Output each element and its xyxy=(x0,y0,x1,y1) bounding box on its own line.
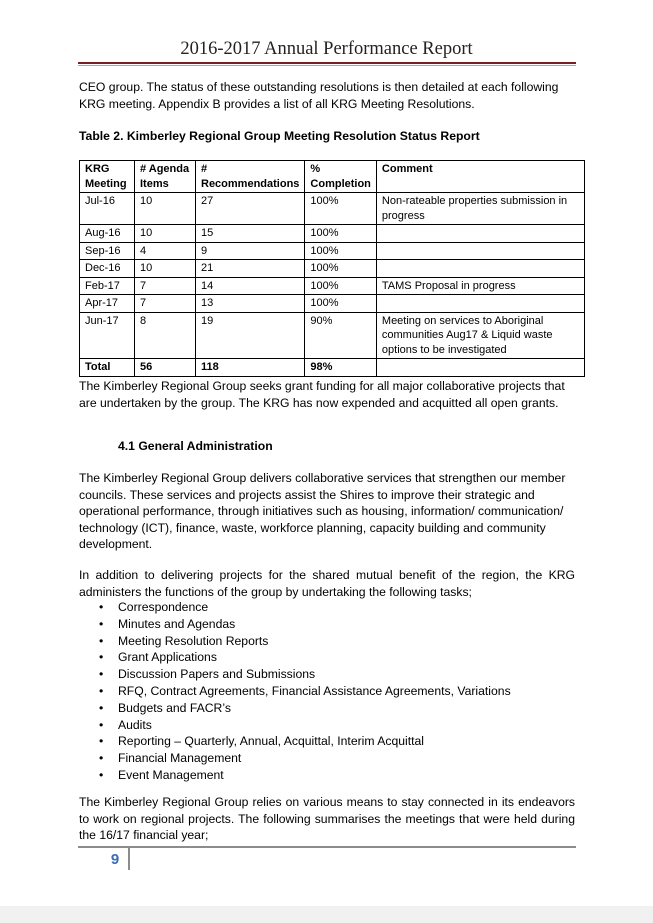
cell-agenda: 4 xyxy=(135,242,196,260)
cell-comment: Non-rateable properties submission in progress xyxy=(376,193,584,225)
cell-recommendations: 14 xyxy=(196,277,305,295)
header-rule xyxy=(78,62,576,64)
cell-agenda: 7 xyxy=(135,277,196,295)
list-item: • RFQ, Contract Agreements, Financial Assistance Agreements, Variations xyxy=(79,683,575,700)
list-item: • Budgets and FACR’s xyxy=(79,700,575,717)
page-bottom-strip xyxy=(0,906,653,923)
cell-agenda: 10 xyxy=(135,193,196,225)
section-heading: 4.1 General Administration xyxy=(118,439,273,453)
cell-comment: Meeting on services to Aboriginal communities Aug17 & Liquid waste options to be investigated xyxy=(376,312,584,359)
header-rule-secondary xyxy=(78,65,576,66)
total-label: Total xyxy=(80,359,135,377)
cell-meeting: Sep-16 xyxy=(80,242,135,260)
cell-meeting: Aug-16 xyxy=(80,225,135,243)
total-comment xyxy=(376,359,584,377)
section-paragraph-1: The Kimberley Regional Group delivers collaborative services that strengthen our member councils. These services and projects assist the Shires to improve their strategic and operational performance, through initiatives such as housing, information/ communication/ technology (ICT), finance, waste, workforce planning, capacity building and community development. xyxy=(79,471,566,551)
cell-agenda: 8 xyxy=(135,312,196,359)
total-completion: 98% xyxy=(305,359,377,377)
table-row xyxy=(80,193,585,225)
list-item: • Discussion Papers and Submissions xyxy=(79,666,575,683)
resolution-status-table xyxy=(79,160,585,377)
table-row xyxy=(80,225,585,243)
table-caption: Table 2. Kimberley Regional Group Meeting Resolution Status Report xyxy=(79,129,480,143)
cell-meeting: Dec-16 xyxy=(80,260,135,278)
cell-comment xyxy=(376,295,584,313)
footer-rule xyxy=(78,846,576,848)
list-item: • Grant Applications xyxy=(79,649,575,666)
list-item: • Meeting Resolution Reports xyxy=(79,633,575,650)
list-item: • Audits xyxy=(79,717,575,734)
closing-paragraph: The Kimberley Regional Group relies on various means to stay connected in its endeavors to work on regional projects. The following summarises the meetings that were held during the 16/17 financial year; xyxy=(79,795,575,842)
cell-meeting: Jul-16 xyxy=(80,193,135,225)
table-header-row xyxy=(80,161,585,193)
cell-recommendations: 21 xyxy=(196,260,305,278)
table-row xyxy=(80,295,585,313)
tasks-list xyxy=(79,599,575,784)
table-row xyxy=(80,260,585,278)
cell-agenda: 10 xyxy=(135,225,196,243)
list-item: • Minutes and Agendas xyxy=(79,616,575,633)
table-row xyxy=(80,312,585,359)
cell-recommendations: 15 xyxy=(196,225,305,243)
cell-completion: 100% xyxy=(305,260,377,278)
grant-paragraph: The Kimberley Regional Group seeks grant funding for all major collaborative projects that are undertaken by the group. The KRG has now expended and acquitted all open grants. xyxy=(79,379,565,410)
header-comment: Comment xyxy=(376,161,584,193)
cell-completion: 100% xyxy=(305,225,377,243)
cell-comment: TAMS Proposal in progress xyxy=(376,277,584,295)
total-recommendations: 118 xyxy=(196,359,305,377)
cell-completion: 100% xyxy=(305,242,377,260)
list-item: • Correspondence xyxy=(79,599,575,616)
cell-completion: 100% xyxy=(305,193,377,225)
header-title: 2016-2017 Annual Performance Report xyxy=(180,39,473,59)
cell-completion: 100% xyxy=(305,295,377,313)
cell-meeting: Jun-17 xyxy=(80,312,135,359)
table-row xyxy=(80,277,585,295)
cell-recommendations: 19 xyxy=(196,312,305,359)
cell-meeting: Feb-17 xyxy=(80,277,135,295)
total-agenda: 56 xyxy=(135,359,196,377)
header-krg-meeting: KRG Meeting xyxy=(80,161,135,193)
cell-agenda: 7 xyxy=(135,295,196,313)
cell-comment xyxy=(376,242,584,260)
header-completion: % Completion xyxy=(305,161,377,193)
header-recommendations: # Recommendations xyxy=(196,161,305,193)
footer-divider xyxy=(128,848,130,870)
cell-completion: 90% xyxy=(305,312,377,359)
cell-recommendations: 27 xyxy=(196,193,305,225)
cell-recommendations: 9 xyxy=(196,242,305,260)
cell-comment xyxy=(376,225,584,243)
cell-meeting: Apr-17 xyxy=(80,295,135,313)
cell-completion: 100% xyxy=(305,277,377,295)
list-item: • Reporting – Quarterly, Annual, Acquittal, Interim Acquittal xyxy=(79,733,575,750)
header-agenda-items: # Agenda Items xyxy=(135,161,196,193)
table-row xyxy=(80,242,585,260)
cell-recommendations: 13 xyxy=(196,295,305,313)
intro-paragraph: CEO group. The status of these outstanding resolutions is then detailed at each following KRG meeting. Appendix B provides a list of all KRG Meeting Resolutions. xyxy=(79,80,559,111)
list-item: • Event Management xyxy=(79,767,575,784)
list-item: • Financial Management xyxy=(79,750,575,767)
cell-agenda: 10 xyxy=(135,260,196,278)
page-number: 9 xyxy=(110,851,120,868)
table-total-row xyxy=(80,359,585,377)
section-paragraph-2: In addition to delivering projects for the shared mutual benefit of the region, the KRG administers the functions of the group by undertaking the following tasks; xyxy=(79,568,575,599)
cell-comment xyxy=(376,260,584,278)
